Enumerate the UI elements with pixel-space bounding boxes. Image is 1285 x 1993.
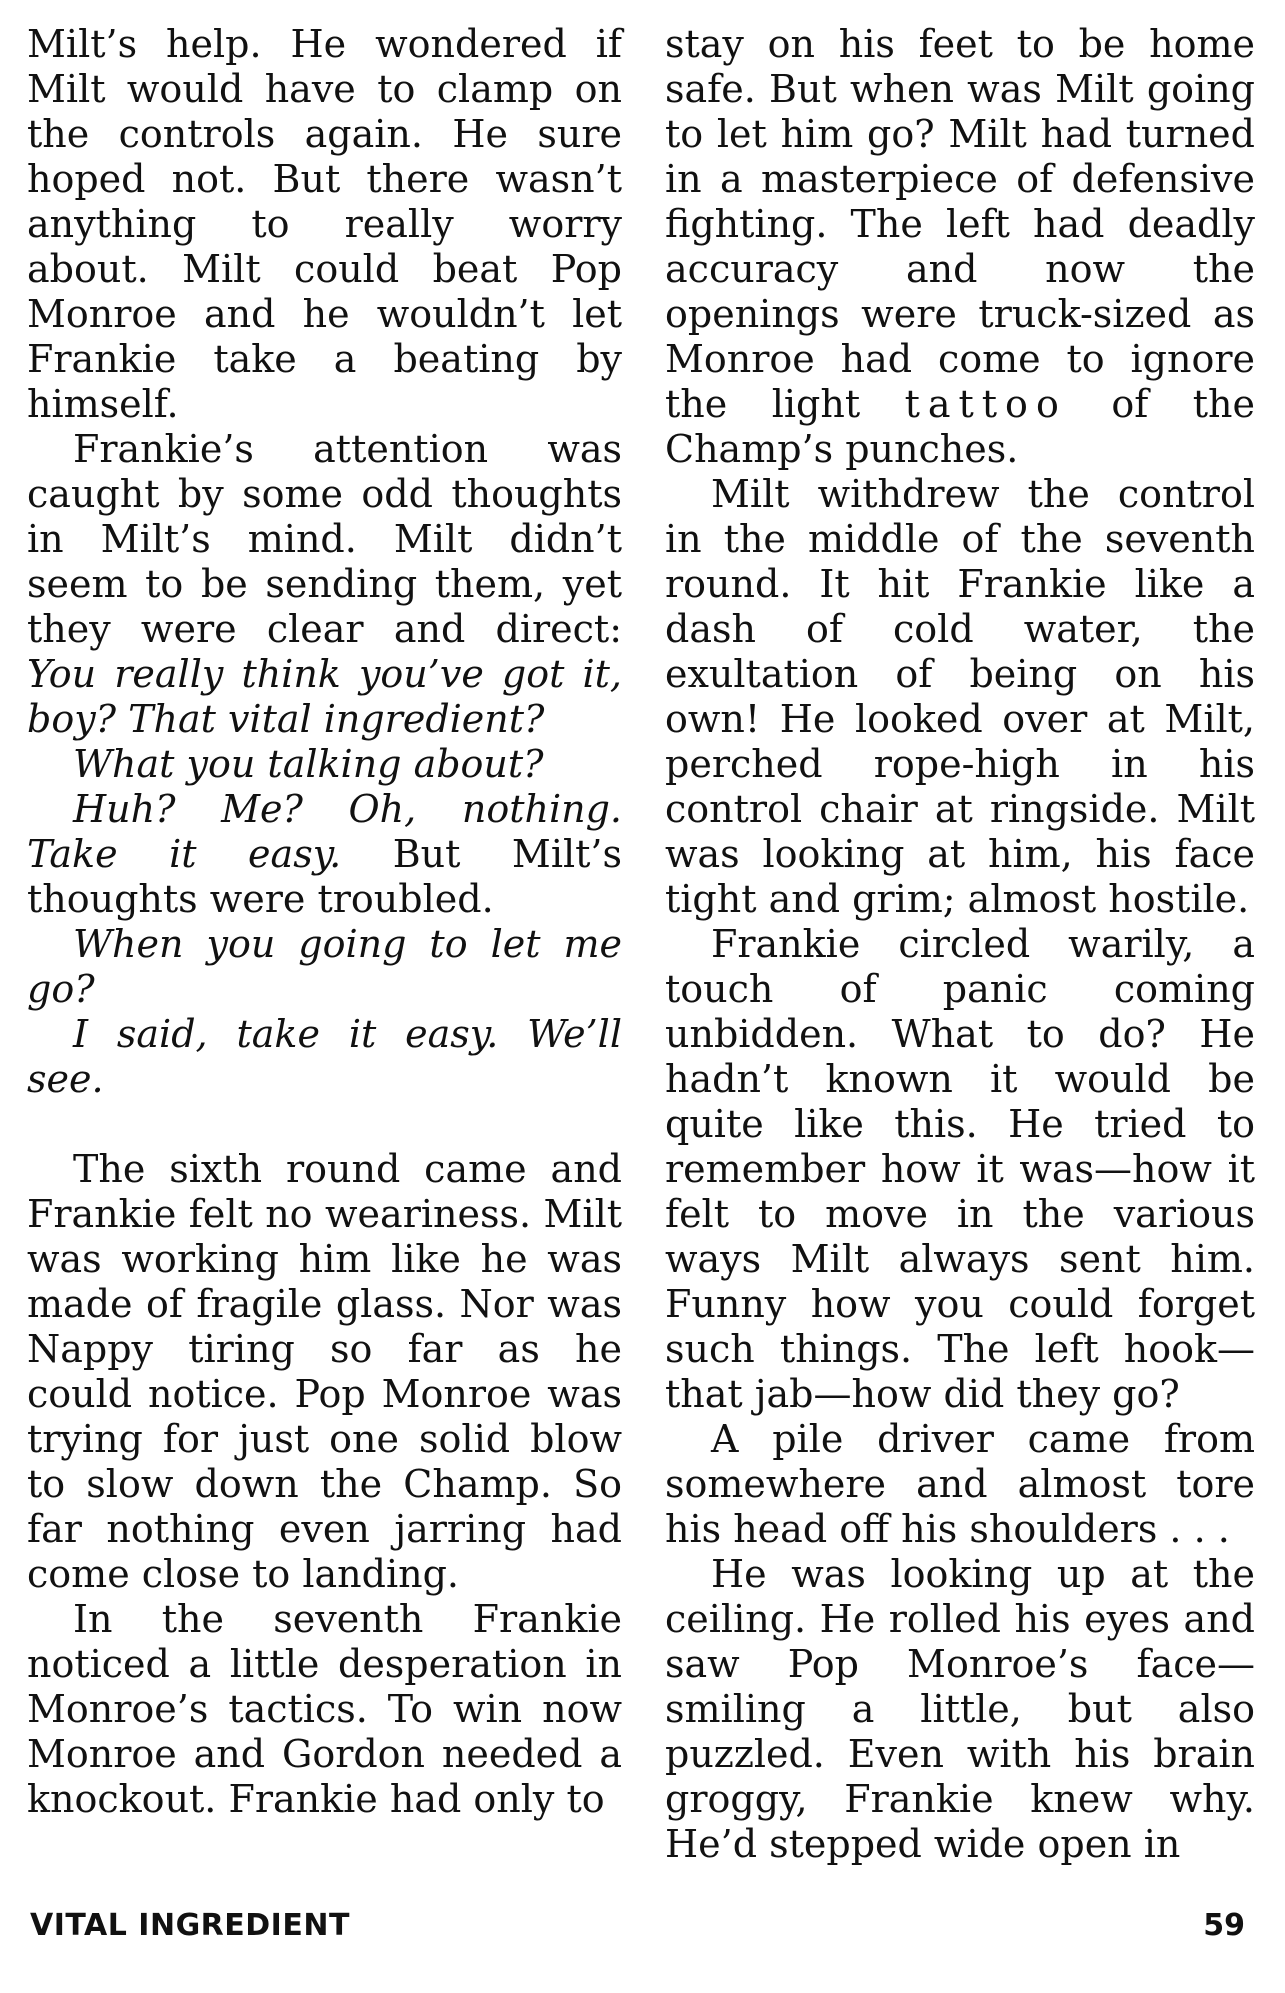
letterspaced-word: tattoo [904, 382, 1067, 426]
italic-thought: Huh? Me? Oh, nothing. Take it easy. [27, 787, 622, 876]
paragraph: A pile driver came from somewhere and almost tore his head off his shoulders . . . [665, 1417, 1255, 1551]
paragraph [27, 427, 622, 742]
paragraph: Milt withdrew the control in the middle of the seventh round. It hit Frankie like a dash of cold water, the exultation of being on his own! He looked over at Milt, perched rope-high in his control chair at ringside. Milt was looking at him, his face tight and grim; almost hostile. [665, 472, 1255, 921]
section-break [27, 1102, 622, 1147]
paragraph: Milt’s help. He wondered if Milt would have to clamp on the controls again. He sure hoped not. But there wasn’t anything to really worry about. Milt could beat Pop Monroe and he wouldn’t let Frankie take a beating by himself. [27, 22, 622, 426]
left-column [27, 22, 622, 1822]
paragraph-text: stay on his feet to be home safe. But when was Milt going to let him go? Milt had turned in a masterpiece of defensive fighting. The left had deadly accuracy and now the openings were truck-sized as Monroe had come to ignore the light [665, 22, 1255, 426]
italic-thought: You really think you’ve got it, boy? That vital ingredient? [27, 652, 622, 741]
page-number: 59 [1203, 1908, 1245, 1943]
paragraph: In the seventh Frankie noticed a little desperation in Monroe’s tactics. To win now Monroe and Gordon needed a knockout. Frankie had only to [27, 1597, 622, 1821]
right-column [665, 22, 1255, 1867]
italic-thought: What you talking about? [73, 742, 544, 786]
paragraph: He was looking up at the ceiling. He rolled his eyes and saw Pop Monroe’s face—smiling a little, but also puzzled. Even with his brain groggy, Frankie knew why. He’d stepped wide open in [665, 1552, 1255, 1866]
paragraph: The sixth round came and Frankie felt no weariness. Milt was working him like he was made of fragile glass. Nor was Nappy tiring so far as he could notice. Pop Monroe was trying for just one solid blow to slow down the Champ. So far nothing even jarring had come close to landing. [27, 1147, 622, 1596]
paragraph-text: But Milt’s thoughts were troubled. [27, 832, 622, 921]
paragraph [27, 787, 622, 922]
italic-thought: When you going to let me go? [27, 922, 622, 1011]
paragraph-text: Frankie’s attention was caught by some odd thoughts in Milt’s mind. Milt didn’t seem to be sending them, yet they were clear and direct: [27, 427, 622, 651]
paragraph: Frankie circled warily, a touch of panic coming unbidden. What to do? He hadn’t known it would be quite like this. He tried to remember how it was—how it felt to move in the various ways Milt always sent him. Funny how you could forget such things. The left hook—that jab—how did they go? [665, 922, 1255, 1416]
paragraph [665, 22, 1255, 472]
italic-thought: I said, take it easy. We’ll see. [27, 1012, 622, 1101]
paragraph-text: of the Champ’s punches. [665, 382, 1255, 471]
running-footer-title: VITAL INGREDIENT [30, 1908, 350, 1943]
